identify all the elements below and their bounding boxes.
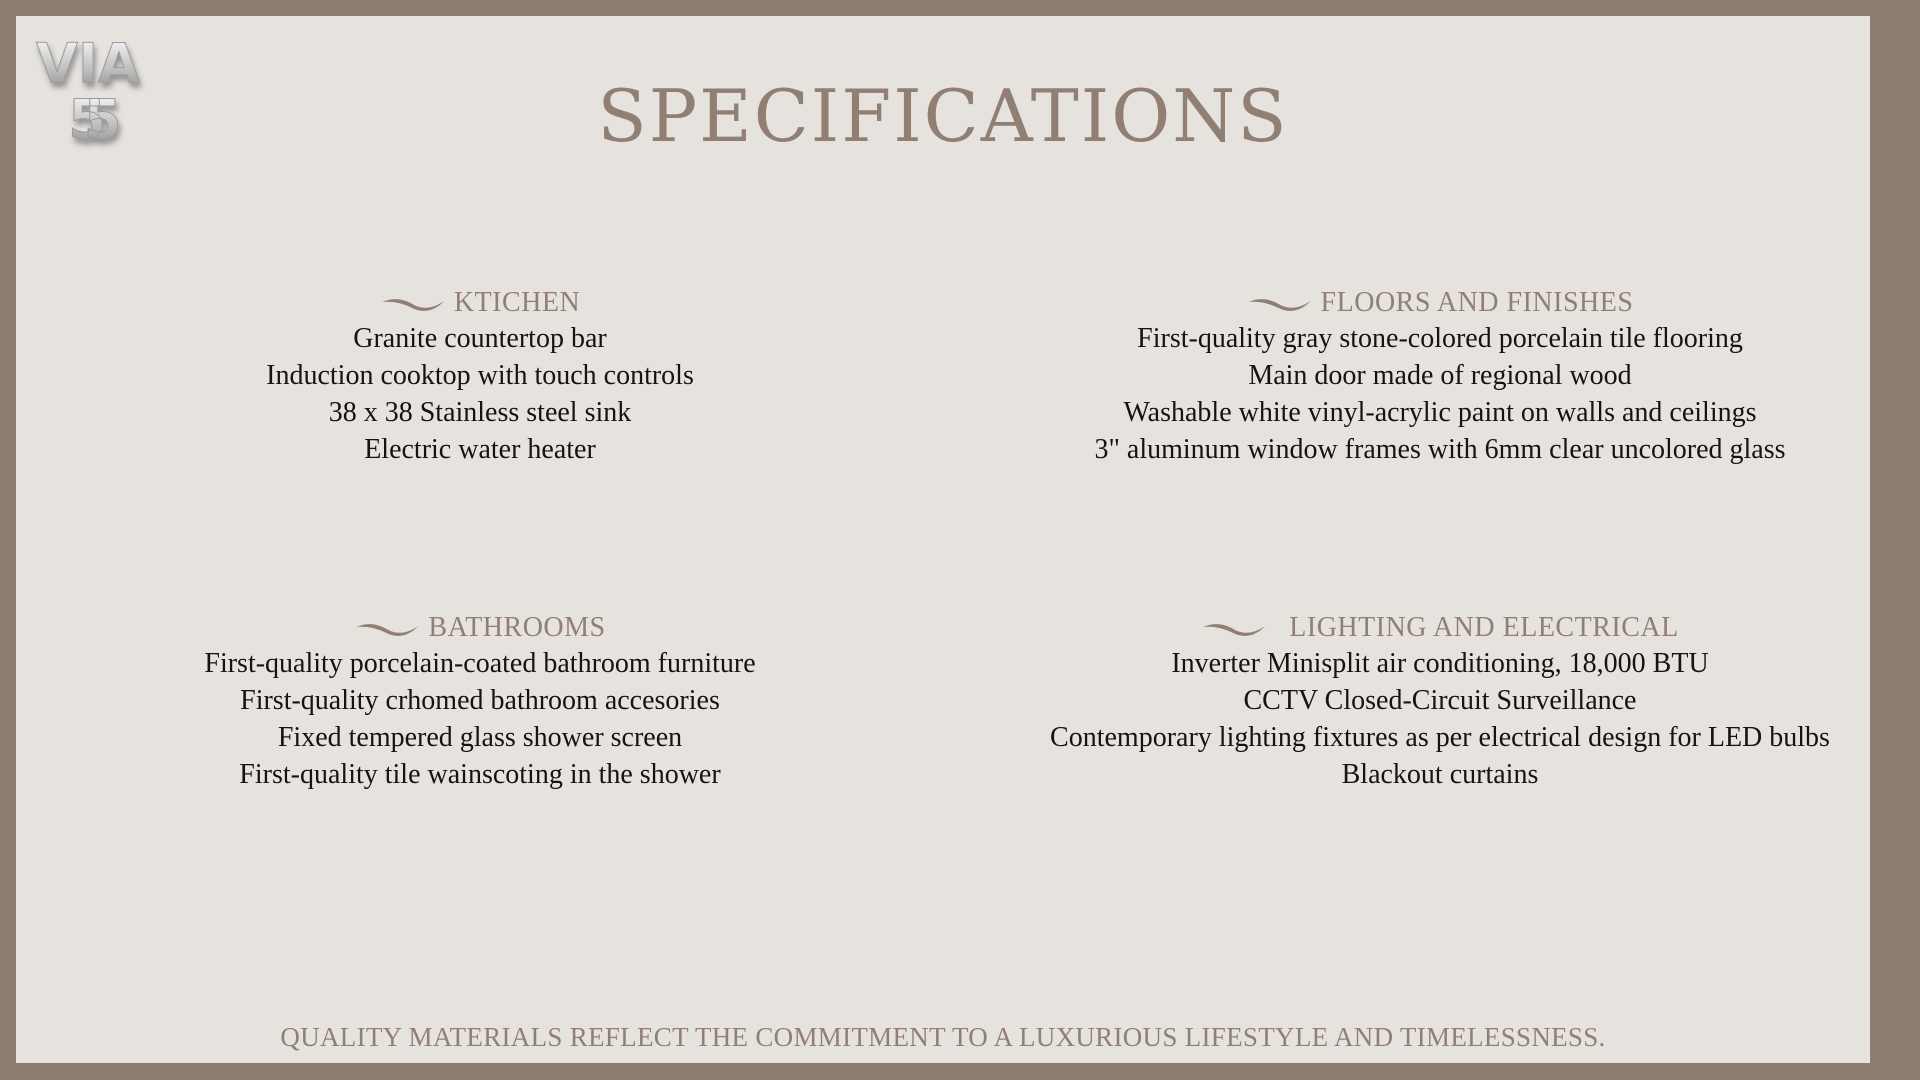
section-bathrooms (204, 611, 755, 793)
list-item: CCTV Closed-Circuit Surveillance (1243, 685, 1637, 716)
list-item: 3" aluminum window frames with 6mm clear uncolored glass (1094, 434, 1786, 465)
logo-letters: VIA (36, 32, 140, 95)
section-title: FLOORS AND FINISHES (1320, 287, 1634, 318)
spec-list (204, 645, 755, 793)
list-item: Electric water heater (364, 434, 596, 465)
list-item: First-quality tile wainscoting in the shower (239, 759, 721, 790)
section-header (1094, 286, 1785, 320)
logo-number: 55 (68, 88, 100, 151)
slide (16, 16, 1870, 1063)
list-item: Fixed tempered glass shower screen (277, 722, 683, 753)
page-title: SPECIFICATIONS (597, 74, 1289, 158)
section-header (266, 286, 694, 320)
section-title: LIGHTING AND ELECTRICAL (1289, 612, 1679, 643)
footer-tagline: QUALITY MATERIALS REFLECT THE COMMITMENT TO A LUXURIOUS LIFESTYLE AND TIMELESSNESS. (280, 1022, 1606, 1052)
swash-icon (1247, 293, 1313, 313)
list-item: Washable white vinyl-acrylic paint on walls and ceilings (1123, 397, 1757, 428)
list-item: Induction cooktop with touch controls (266, 360, 694, 391)
list-item: Granite countertop bar (353, 323, 607, 354)
section-header (204, 611, 755, 645)
list-item: First-quality porcelain-coated bathroom furniture (204, 648, 756, 679)
spec-list (1094, 320, 1785, 468)
list-item: Contemporary lighting fixtures as per electrical design for LED bulbs (1050, 722, 1830, 753)
section-kitchen (266, 286, 694, 468)
swash-icon (354, 618, 420, 638)
section-floors-and-finishes (1094, 286, 1785, 468)
list-item: First-quality gray stone-colored porcelain tile flooring (1137, 323, 1743, 354)
list-item: Blackout curtains (1341, 759, 1539, 790)
section-lighting-and-electrical (1050, 611, 1830, 793)
list-item: Main door made of regional wood (1248, 360, 1632, 391)
spec-list (266, 320, 694, 468)
list-item: First-quality crhomed bathroom accesories (240, 685, 720, 716)
swash-icon (1201, 618, 1267, 638)
section-header (1050, 611, 1830, 645)
list-item: Inverter Minisplit air conditioning, 18,000 BTU (1171, 648, 1709, 679)
list-item: 38 x 38 Stainless steel sink (328, 397, 632, 428)
swash-icon (380, 293, 446, 313)
section-title: KTICHEN (453, 287, 581, 318)
spec-list (1050, 645, 1830, 793)
section-title: BATHROOMS (428, 612, 606, 643)
